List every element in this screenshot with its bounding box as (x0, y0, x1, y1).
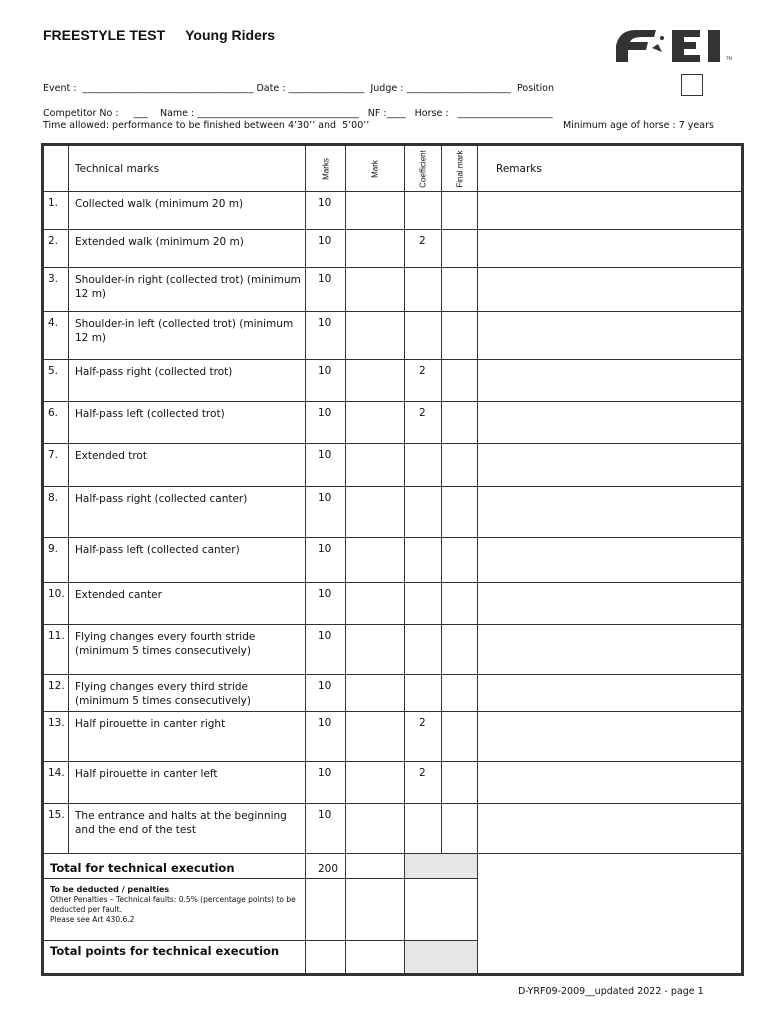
row-mark-cell[interactable] (346, 192, 405, 230)
header-remarks: Remarks (478, 146, 742, 192)
row-number: 7. (44, 444, 69, 487)
penalty-mark-cell[interactable] (346, 879, 405, 941)
min-age-line: Minimum age of horse : 7 years (563, 120, 714, 131)
header-final-mark-label: Final mark (455, 149, 464, 188)
movement-text: Shoulder-in left (collected trot) (minimum 12 m) (69, 312, 306, 360)
row-marks: 10 (306, 402, 346, 444)
row-final-mark-cell[interactable] (442, 675, 478, 712)
table-row (44, 312, 742, 360)
total-points-label: Total points for technical execution (44, 941, 306, 974)
row-marks: 10 (306, 444, 346, 487)
row-final-mark-cell[interactable] (442, 487, 478, 538)
movement-text: Flying changes every third stride (minimum 5 times consecutively) (69, 675, 306, 712)
row-mark-cell[interactable] (346, 360, 405, 402)
header-mark-label: Mark (370, 159, 380, 178)
header-final-mark (442, 146, 478, 192)
row-mark-cell[interactable] (346, 268, 405, 312)
row-final-mark-cell[interactable] (442, 804, 478, 854)
row-marks: 10 (306, 192, 346, 230)
total-mark-cell[interactable] (346, 854, 405, 879)
row-mark-cell[interactable] (346, 712, 405, 762)
row-marks: 10 (306, 360, 346, 402)
penalty-marks-cell (306, 879, 346, 941)
movement-text: Extended walk (minimum 20 m) (69, 230, 306, 268)
row-coefficient (405, 192, 442, 230)
row-remarks-cell[interactable] (478, 230, 742, 268)
total-points-marks-cell (306, 941, 346, 974)
row-mark-cell[interactable] (346, 762, 405, 804)
row-number: 8. (44, 487, 69, 538)
table-row (44, 583, 742, 625)
row-number: 11. (44, 625, 69, 675)
row-number: 4. (44, 312, 69, 360)
row-number: 14. (44, 762, 69, 804)
penalty-cell (44, 879, 306, 941)
row-coefficient: 2 (405, 360, 442, 402)
row-remarks-cell[interactable] (478, 675, 742, 712)
row-remarks-cell[interactable] (478, 360, 742, 402)
total-remarks-cell[interactable] (478, 854, 742, 974)
row-mark-cell[interactable] (346, 230, 405, 268)
penalty-title: To be deducted / penalties (50, 885, 170, 894)
row-coefficient: 2 (405, 762, 442, 804)
table-row (44, 444, 742, 487)
table-row (44, 360, 742, 402)
header-coefficient (405, 146, 442, 192)
row-remarks-cell[interactable] (478, 804, 742, 854)
row-coefficient (405, 625, 442, 675)
row-number: 10. (44, 583, 69, 625)
score-table (43, 145, 742, 974)
row-mark-cell[interactable] (346, 583, 405, 625)
header-marks-label: Marks (321, 157, 330, 180)
row-marks: 10 (306, 312, 346, 360)
table-header-row (44, 146, 742, 192)
row-marks: 10 (306, 268, 346, 312)
row-remarks-cell[interactable] (478, 402, 742, 444)
row-coefficient: 2 (405, 402, 442, 444)
row-marks: 10 (306, 538, 346, 583)
total-label: Total for technical execution (44, 854, 306, 879)
row-remarks-cell[interactable] (478, 312, 742, 360)
movement-text: Shoulder-in right (collected trot) (minimum 12 m) (69, 268, 306, 312)
row-final-mark-cell[interactable] (442, 402, 478, 444)
row-mark-cell[interactable] (346, 402, 405, 444)
row-coefficient (405, 538, 442, 583)
row-remarks-cell[interactable] (478, 625, 742, 675)
row-marks: 10 (306, 487, 346, 538)
table-row (44, 804, 742, 854)
total-row (44, 854, 742, 879)
row-mark-cell[interactable] (346, 312, 405, 360)
row-mark-cell[interactable] (346, 487, 405, 538)
competitor-line: Competitor No : ___ Name : __________________________________ NF :____ Horse : ____________________ (43, 108, 553, 119)
movement-text: Half-pass right (collected canter) (69, 487, 306, 538)
row-number: 1. (44, 192, 69, 230)
total-points-grey-cell (405, 941, 478, 974)
row-remarks-cell[interactable] (478, 538, 742, 583)
row-mark-cell[interactable] (346, 538, 405, 583)
page-footer: D-YRF09-2009__updated 2022 - page 1 (518, 986, 704, 997)
row-final-mark-cell[interactable] (442, 230, 478, 268)
row-coefficient (405, 583, 442, 625)
row-final-mark-cell[interactable] (442, 583, 478, 625)
row-marks: 10 (306, 804, 346, 854)
header-num (44, 146, 69, 192)
row-coefficient: 2 (405, 712, 442, 762)
svg-text:TM: TM (726, 56, 732, 61)
logo-text: FEI (614, 22, 616, 23)
header-mark (346, 146, 405, 192)
row-coefficient (405, 487, 442, 538)
row-final-mark-cell[interactable] (442, 712, 478, 762)
row-coefficient (405, 312, 442, 360)
row-marks: 10 (306, 712, 346, 762)
movement-text: Extended canter (69, 583, 306, 625)
row-final-mark-cell[interactable] (442, 444, 478, 487)
row-marks: 10 (306, 625, 346, 675)
row-final-mark-cell[interactable] (442, 625, 478, 675)
table-row (44, 192, 742, 230)
row-number: 13. (44, 712, 69, 762)
row-mark-cell[interactable] (346, 675, 405, 712)
penalty-text: Other Penalties – Technical faults: 0.5% (percentage points) to be deducted per fault. (50, 895, 296, 914)
penalty-coef-cell (405, 879, 478, 941)
row-final-mark-cell[interactable] (442, 312, 478, 360)
row-final-mark-cell[interactable] (442, 762, 478, 804)
table-row (44, 487, 742, 538)
row-remarks-cell[interactable] (478, 268, 742, 312)
movement-text: The entrance and halts at the beginning and the end of the test (69, 804, 306, 854)
row-mark-cell[interactable] (346, 444, 405, 487)
row-number: 5. (44, 360, 69, 402)
row-marks: 10 (306, 762, 346, 804)
header-coefficient-label: Coefficient (418, 149, 428, 188)
row-remarks-cell[interactable] (478, 444, 742, 487)
movement-text: Half pirouette in canter right (69, 712, 306, 762)
row-number: 2. (44, 230, 69, 268)
penalty-see: Please see Art 430.6.2 (50, 915, 135, 924)
row-final-mark-cell[interactable] (442, 192, 478, 230)
row-coefficient (405, 675, 442, 712)
table-row (44, 402, 742, 444)
position-box[interactable] (681, 74, 703, 96)
event-line: Event : ____________________________________ Date : ________________ Judge : ______________________ Position (43, 83, 554, 94)
row-number: 15. (44, 804, 69, 854)
table-row (44, 762, 742, 804)
header-marks (306, 146, 346, 192)
row-remarks-cell[interactable] (478, 583, 742, 625)
row-coefficient (405, 268, 442, 312)
row-final-mark-cell[interactable] (442, 268, 478, 312)
row-marks: 10 (306, 583, 346, 625)
row-number: 12. (44, 675, 69, 712)
test-title: FREESTYLE TEST (43, 27, 166, 43)
table-row (44, 268, 742, 312)
row-remarks-cell[interactable] (478, 762, 742, 804)
total-grey-cell (405, 854, 478, 879)
fei-logo (614, 22, 744, 66)
time-allowed-line: Time allowed: performance to be finished between 4’30’’ and 5’00’’ (43, 120, 370, 131)
row-coefficient: 2 (405, 230, 442, 268)
row-mark-cell[interactable] (346, 804, 405, 854)
table-row (44, 675, 742, 712)
row-coefficient (405, 444, 442, 487)
table-row (44, 538, 742, 583)
header-technical-marks: Technical marks (69, 146, 306, 192)
row-coefficient (405, 804, 442, 854)
row-final-mark-cell[interactable] (442, 360, 478, 402)
row-remarks-cell[interactable] (478, 487, 742, 538)
row-final-mark-cell[interactable] (442, 538, 478, 583)
movement-text: Half-pass left (collected trot) (69, 402, 306, 444)
row-marks: 10 (306, 230, 346, 268)
row-number: 6. (44, 402, 69, 444)
movement-text: Half-pass left (collected canter) (69, 538, 306, 583)
movement-text: Collected walk (minimum 20 m) (69, 192, 306, 230)
row-remarks-cell[interactable] (478, 712, 742, 762)
movement-text: Half pirouette in canter left (69, 762, 306, 804)
movement-text: Extended trot (69, 444, 306, 487)
row-mark-cell[interactable] (346, 625, 405, 675)
page-title (43, 27, 275, 43)
test-subtitle: Young Riders (185, 27, 276, 43)
total-points-mark-cell[interactable] (346, 941, 405, 974)
row-number: 3. (44, 268, 69, 312)
table-row (44, 230, 742, 268)
table-row (44, 625, 742, 675)
movement-text: Half-pass right (collected trot) (69, 360, 306, 402)
table-row (44, 712, 742, 762)
total-value: 200 (306, 854, 346, 879)
movement-text: Flying changes every fourth stride (minimum 5 times consecutively) (69, 625, 306, 675)
row-marks: 10 (306, 675, 346, 712)
row-number: 9. (44, 538, 69, 583)
row-remarks-cell[interactable] (478, 192, 742, 230)
